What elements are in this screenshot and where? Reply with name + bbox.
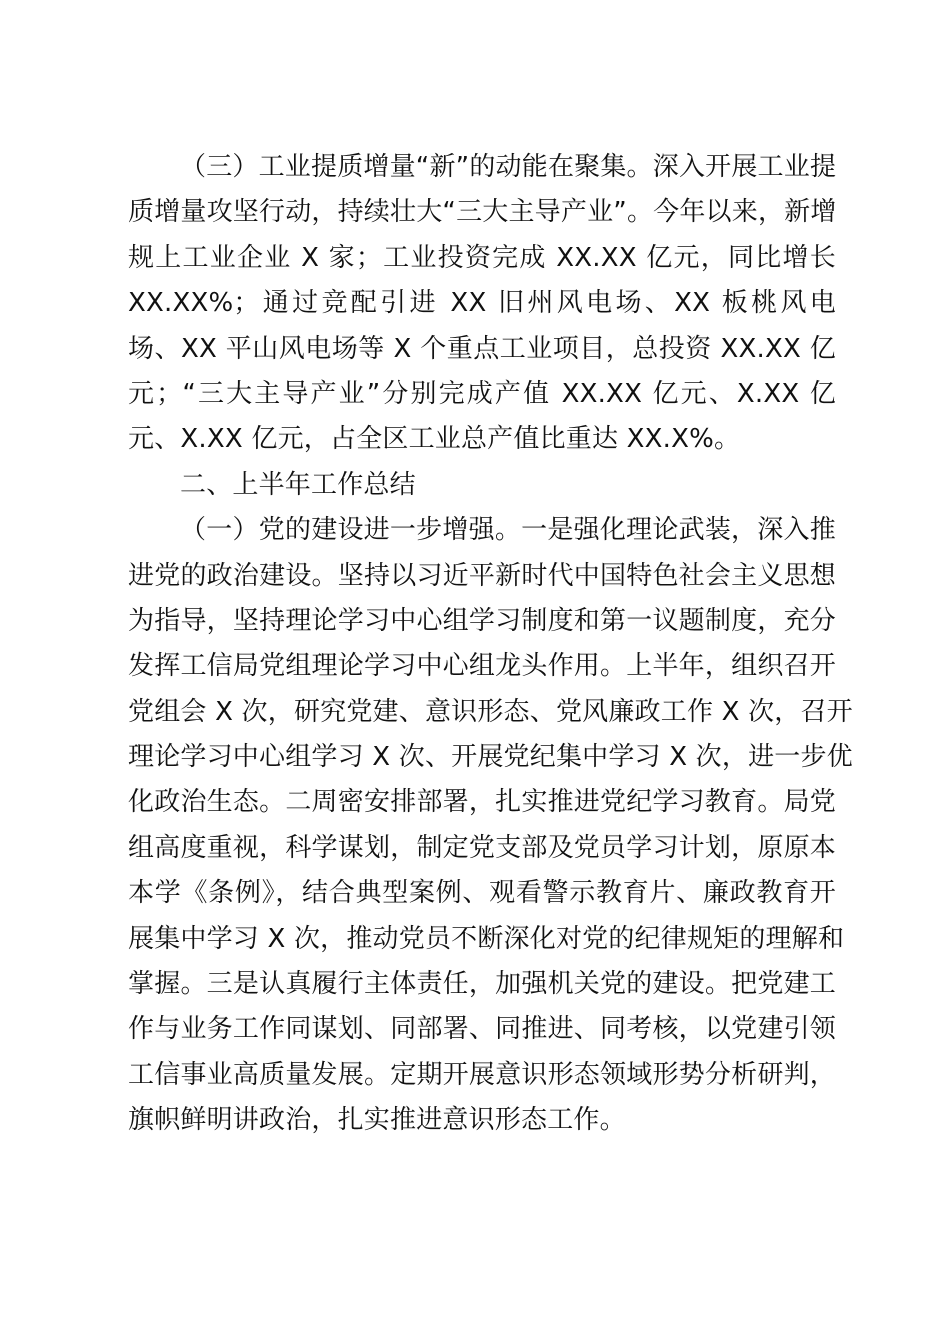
paragraph-industrial-growth [128, 145, 836, 463]
text-line: 元；“三大主导产业”分别完成产值 XX.XX 亿元、X.XX 亿 [128, 378, 836, 409]
text-line: 化政治生态。二周密安排部署，扎实推进党纪学习教育。局党 [128, 787, 836, 818]
text-line: 本学《条例》，结合典型案例、观看警示教育片、廉政教育开 [128, 878, 836, 909]
text-line: 进党的政治建设。坚持以习近平新时代中国特色社会主义思想 [128, 560, 836, 591]
paragraph-party-building [128, 508, 853, 1143]
text-line: XX.XX%；通过竞配引进 XX 旧州风电场、XX 板桃风电 [128, 288, 836, 319]
section-heading [128, 463, 836, 508]
text-line: 理论学习中心组学习 X 次、开展党纪集中学习 X 次，进一步优 [128, 742, 853, 773]
text-line: 展集中学习 X 次，推动党员不断深化对党的纪律规矩的理解和 [128, 923, 845, 954]
text-line: （一）党的建设进一步增强。一是强化理论武装，深入推 [180, 515, 836, 546]
heading-line: 二、上半年工作总结 [180, 469, 416, 500]
text-line: 场、XX 平山风电场等 X 个重点工业项目，总投资 XX.XX 亿 [128, 333, 836, 364]
document-body [128, 145, 853, 1144]
text-line: （三）工业提质增量“新”的动能在聚集。深入开展工业提 [180, 152, 837, 182]
text-line: 工信事业高质量发展。定期开展意识形态领域形势分析研判， [128, 1059, 836, 1090]
text-line: 质增量攻坚行动，持续壮大“三大主导产业”。今年以来，新增 [128, 197, 837, 228]
text-line: 元、X.XX 亿元，占全区工业总产值比重达 XX.X%。 [128, 424, 741, 455]
text-line: 旗帜鲜明讲政治，扎实推进意识形态工作。 [128, 1105, 626, 1136]
text-line: 掌握。三是认真履行主体责任，加强机关党的建设。把党建工 [128, 969, 836, 1000]
text-line: 为指导，坚持理论学习中心组学习制度和第一议题制度，充分 [128, 605, 836, 636]
text-line: 作与业务工作同谋划、同部署、同推进、同考核，以党建引领 [128, 1014, 836, 1045]
text-line: 规上工业企业 X 家；工业投资完成 XX.XX 亿元，同比增长 [128, 242, 836, 273]
text-line: 发挥工信局党组理论学习中心组龙头作用。上半年，组织召开 [128, 651, 836, 682]
text-line: 组高度重视，科学谋划，制定党支部及党员学习计划，原原本 [128, 832, 836, 863]
text-line: 党组会 X 次，研究党建、意识形态、党风廉政工作 X 次，召开 [128, 696, 853, 727]
